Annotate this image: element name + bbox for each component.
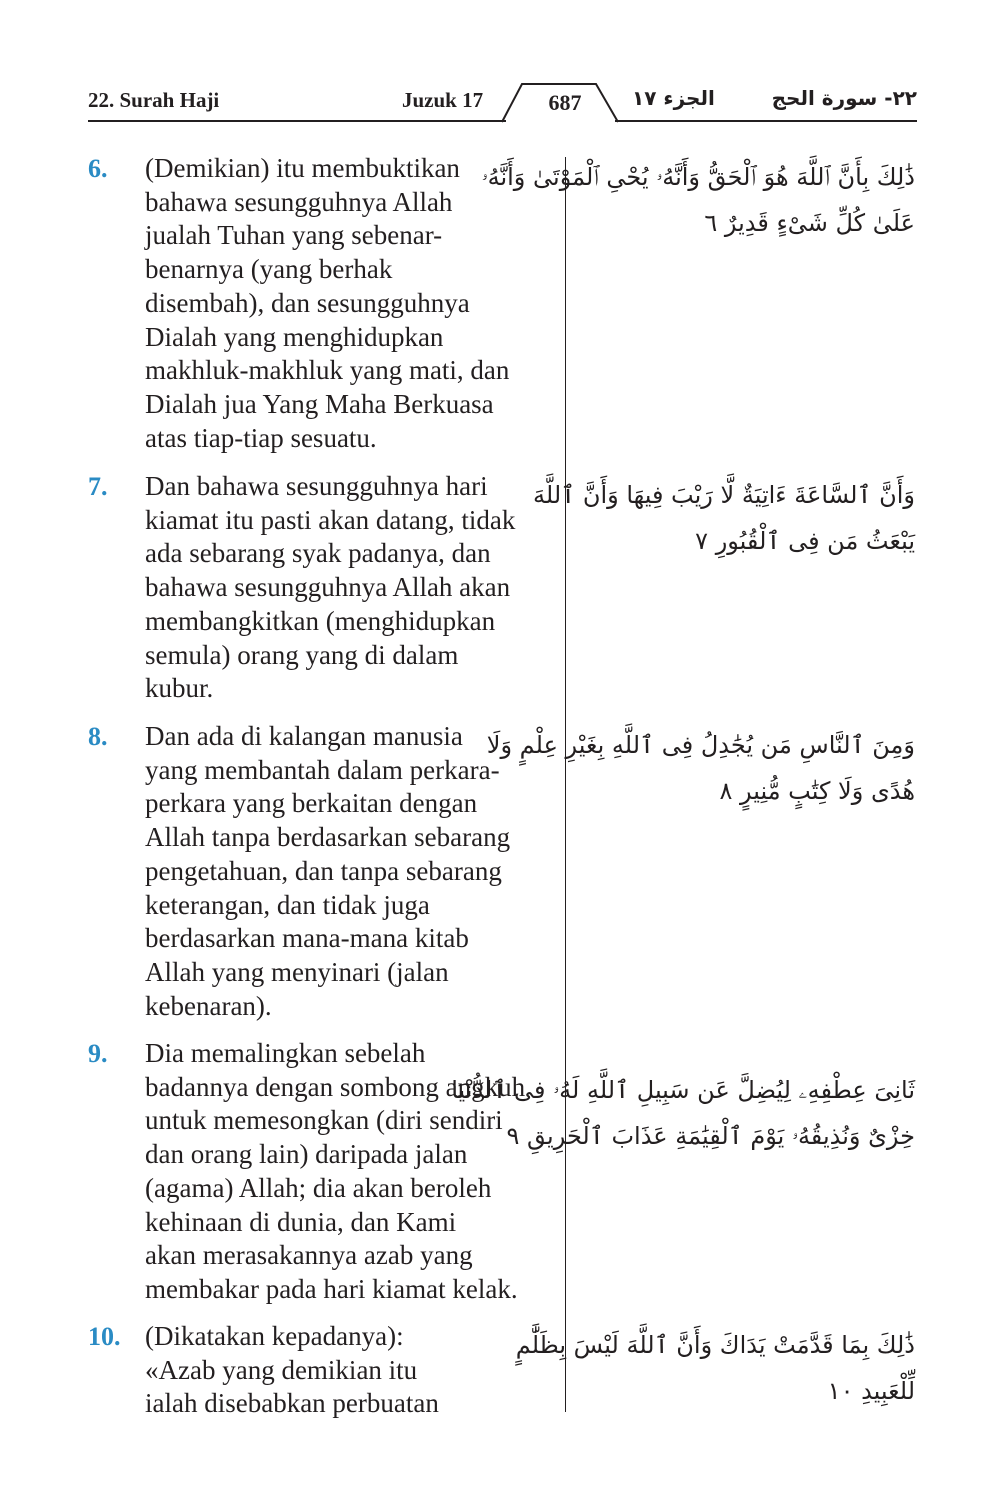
translation-line: Dialah jua Yang Maha Berkuasa: [145, 388, 494, 419]
translation-line: makhluk-makhluk yang mati, dan: [145, 355, 510, 386]
verse-number: 7.: [88, 472, 108, 501]
juzuk-label-arabic: الجزء ١٧: [632, 86, 715, 110]
verse-arabic: [451, 1067, 915, 1159]
translation-line: jualah Tuhan yang sebenar-: [145, 220, 443, 251]
translation-line: membangkitkan (menghidupkan: [145, 605, 496, 636]
arabic-line: ذَٰلِكَ بِأَنَّ ٱللَّهَ هُوَ ٱلْحَقُّ وَأَنَّهُۥ يُحْىِ ٱلْمَوْتَىٰ وَأَنَّهُۥ: [481, 163, 915, 191]
verse-arabic: [533, 472, 915, 564]
translation-line: membakar pada hari kiamat kelak.: [145, 1273, 518, 1304]
page-header: [0, 0, 1000, 130]
translation-line: ada sebarang syak padanya, dan: [145, 538, 491, 569]
arabic-line: وَمِنَ ٱلنَّاسِ مَن يُجَٰدِلُ فِى ٱللَّهِ بِغَيْرِ عِلْمٍ وَلَا: [486, 731, 915, 759]
translation-line: bahawa sesungguhnya Allah akan: [145, 572, 511, 603]
translation-line: Allah tanpa berdasarkan sebarang: [145, 822, 511, 853]
translation-line: semula) orang yang di dalam: [145, 639, 459, 670]
translation-line: Dia memalingkan sebelah: [145, 1038, 426, 1068]
verse-number: 8.: [88, 722, 108, 751]
translation-line: ialah disebabkan perbuatan: [145, 1388, 439, 1419]
header-rule-left: [88, 120, 506, 122]
translation-line: Allah yang menyinari (jalan: [145, 956, 449, 987]
verse-number: 10.: [88, 1322, 121, 1351]
translation-line: bahawa sesungguhnya Allah: [145, 186, 453, 217]
translation-line: «Azab yang demikian itu: [145, 1354, 418, 1385]
arabic-line: ذَٰلِكَ بِمَا قَدَّمَتْ يَدَاكَ وَأَنَّ ٱللَّهَ لَيْسَ بِظَلَّٰمٍ: [515, 1331, 915, 1359]
translation-line: Dan ada di kalangan manusia: [145, 721, 463, 751]
translation-line: keterangan, dan tidak juga: [145, 889, 430, 920]
translation-line: atas tiap-tiap sesuatu.: [145, 422, 377, 453]
verse-translation: [145, 1320, 560, 1421]
page-number: 687: [548, 90, 582, 115]
arabic-line: خِزْىٌ وَنُذِيقُهُۥ يَوْمَ ٱلْقِيَٰمَةِ عَذَابَ ٱلْحَرِيقِ ٩: [506, 1122, 915, 1150]
translation-line: untuk memesongkan (diri sendiri: [145, 1105, 503, 1136]
translation-line: akan merasakannya azab yang: [145, 1240, 473, 1271]
header-rule-right: [615, 120, 917, 122]
translation-line: dan orang lain) daripada jalan: [145, 1139, 468, 1170]
translation-line: Dialah yang menghidupkan: [145, 321, 444, 352]
verse-number: 6.: [88, 154, 108, 183]
column-divider: [565, 157, 566, 1412]
translation-line: yang membantah dalam perkara-: [145, 754, 500, 785]
translation-line: pengetahuan, dan tanpa sebarang: [145, 855, 502, 886]
juzuk-label-latin: Juzuk 17: [402, 88, 484, 112]
verse-arabic: [481, 154, 915, 246]
translation-line: kubur.: [145, 673, 214, 704]
verse-arabic: [486, 722, 915, 814]
translation-line: (agama) Allah; dia akan beroleh: [145, 1172, 492, 1203]
verse-number: 9.: [88, 1039, 108, 1068]
arabic-line: لِّلْعَبِيدِ ١٠: [827, 1377, 915, 1405]
translation-line: kebenaran).: [145, 990, 272, 1021]
translation-line: kehinaan di dunia, dan Kami: [145, 1206, 457, 1237]
translation-line: badannya dengan sombong angkuh: [145, 1071, 526, 1102]
translation-line: (Demikian) itu membuktikan: [145, 153, 460, 183]
arabic-line: يَبْعَثُ مَن فِى ٱلْقُبُورِ ٧: [695, 527, 915, 555]
translation-line: Dan bahawa sesungguhnya hari: [145, 471, 488, 501]
verse-arabic: [515, 1322, 915, 1414]
translation-line: berdasarkan mana-mana kitab: [145, 923, 469, 954]
surah-title-arabic: ٢٢- سورة الحج: [771, 86, 917, 110]
verse-translation: [145, 470, 560, 706]
translation-line: (Dikatakan kepadanya):: [145, 1321, 404, 1351]
arabic-line: هُدًى وَلَا كِتَٰبٍ مُّنِيرٍ ٨: [719, 777, 915, 805]
surah-title-latin: 22. Surah Haji: [88, 88, 220, 112]
arabic-line: ثَانِىَ عِطْفِهِۦ لِيُضِلَّ عَن سَبِيلِ ٱللَّهِ لَهُۥ فِى ٱلدُّنْيَا: [451, 1076, 915, 1104]
arabic-line: عَلَىٰ كُلِّ شَىْءٍ قَدِيرٌ ٦: [704, 209, 915, 237]
translation-line: kiamat itu pasti akan datang, tidak: [145, 504, 516, 535]
translation-line: perkara yang berkaitan dengan: [145, 788, 478, 819]
translation-line: benarnya (yang berhak: [145, 254, 393, 285]
page-number-tab: [500, 80, 630, 124]
arabic-line: وَأَنَّ ٱلسَّاعَةَ ءَاتِيَةٌ لَّا رَيْبَ فِيهَا وَأَنَّ ٱللَّهَ: [533, 481, 915, 509]
translation-line: disembah), dan sesungguhnya: [145, 287, 470, 318]
